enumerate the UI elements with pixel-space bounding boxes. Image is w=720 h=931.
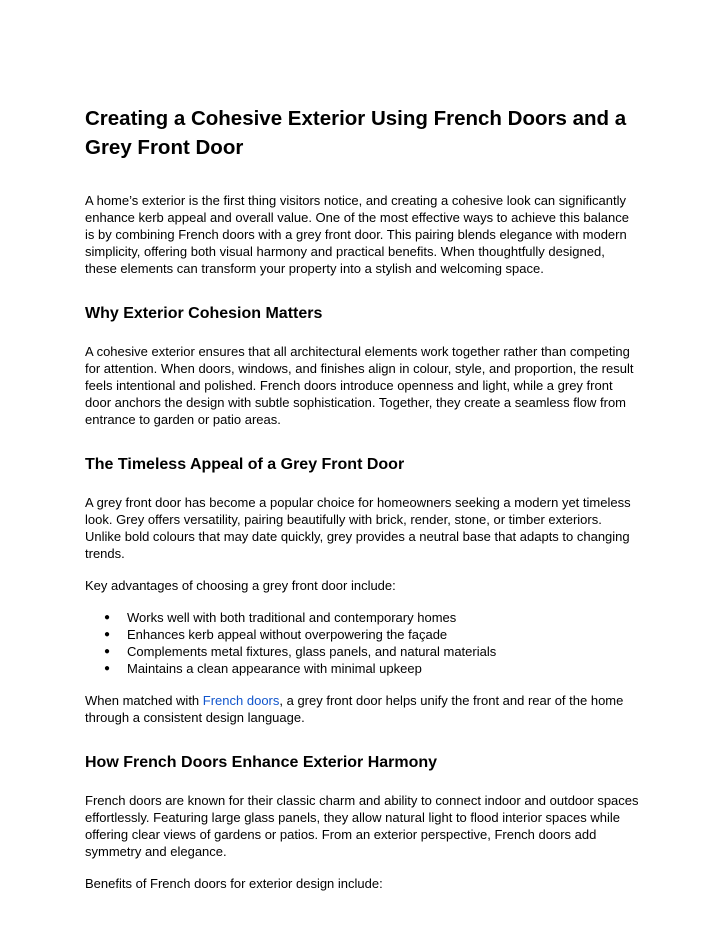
closing-text-after: , a grey front door helps unify the front and rear of the home through a consistent design language. xyxy=(85,693,624,725)
bullet-icon: ● xyxy=(104,629,111,640)
section-paragraph: A grey front door has become a popular choice for homeowners seeking a modern yet timeless look. Grey offers versatility, pairing beautifully with brick, render, stone, or timber exteriors. Unlike bold colours that may date quickly, grey provides a neutral base that adapts to changing trends. xyxy=(85,495,631,561)
intro-paragraph: A home’s exterior is the first thing visitors notice, and creating a cohesive look can significantly enhance kerb appeal and overall value. One of the most effective ways to achieve this balance is by combining French doors with a grey front door. This pairing blends elegance with modern simplicity, offering both visual harmony and practical benefits. When thoughtfully designed, these elements can transform your property into a stylish and welcoming space. xyxy=(85,193,629,276)
section-paragraph: Benefits of French doors for exterior design include: xyxy=(85,876,383,891)
section-paragraph: Key advantages of choosing a grey front door include: xyxy=(85,578,396,593)
list-item-text: Complements metal fixtures, glass panels, and natural materials xyxy=(127,644,497,659)
list-item-text: Works well with both traditional and contemporary homes xyxy=(127,610,457,625)
closing-text-before: When matched with xyxy=(85,693,203,708)
list-item xyxy=(85,643,640,660)
list-item-text: Enhances kerb appeal without overpowering the façade xyxy=(127,627,448,642)
section-paragraph: French doors are known for their classic charm and ability to connect indoor and outdoor spaces effortlessly. Featuring large glass panels, they allow natural light to flood interior spaces while offering clear views of gardens or patios. From an exterior perspective, French doors add symmetry and elegance. xyxy=(85,793,639,859)
advantages-list xyxy=(85,609,640,677)
list-item-text: Maintains a clean appearance with minimal upkeep xyxy=(127,661,422,676)
section-closing-paragraph xyxy=(85,692,640,726)
section-heading-french-doors: How French Doors Enhance Exterior Harmony xyxy=(85,754,438,771)
bullet-icon: ● xyxy=(104,646,111,657)
bullet-icon: ● xyxy=(104,612,111,623)
section-heading-cohesion: Why Exterior Cohesion Matters xyxy=(85,305,323,322)
bullet-icon: ● xyxy=(104,663,111,674)
list-item xyxy=(85,660,640,677)
french-doors-link[interactable]: French doors xyxy=(202,693,280,708)
section-heading-grey-door: The Timeless Appeal of a Grey Front Door xyxy=(85,456,405,473)
list-item xyxy=(85,609,640,626)
section-paragraph: A cohesive exterior ensures that all architectural elements work together rather than competing for attention. When doors, windows, and finishes align in colour, style, and proportion, the result feels intentional and polished. French doors introduce openness and light, while a grey front door anchors the design with subtle sophistication. Together, they create a seamless flow from entrance to garden or patio areas. xyxy=(85,344,634,427)
list-item xyxy=(85,626,640,643)
page-title: Creating a Cohesive Exterior Using French Doors and a Grey Front Door xyxy=(85,107,627,159)
